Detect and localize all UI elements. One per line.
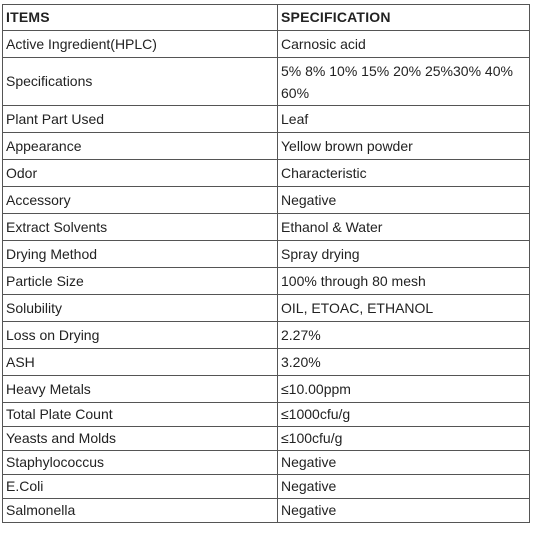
table-row [3,322,530,349]
table-row [3,58,530,106]
table-row [3,475,530,499]
spec-cell: Characteristic [278,160,530,187]
spec-cell: Yellow brown powder [278,133,530,160]
table-row [3,160,530,187]
item-cell: ASH [3,349,278,376]
item-cell: Total Plate Count [3,403,278,427]
table-row [3,106,530,133]
table-row [3,214,530,241]
table-row [3,241,530,268]
spec-cell: Negative [278,499,530,523]
item-cell: Specifications [3,58,278,106]
item-cell: Yeasts and Molds [3,427,278,451]
item-cell: Heavy Metals [3,376,278,403]
header-specification: SPECIFICATION [278,5,530,31]
spec-cell: 3.20% [278,349,530,376]
spec-cell: Negative [278,451,530,475]
table-row [3,133,530,160]
spec-cell: 2.27% [278,322,530,349]
item-cell: Accessory [3,187,278,214]
spec-cell: ≤1000cfu/g [278,403,530,427]
item-cell: Appearance [3,133,278,160]
table-row [3,187,530,214]
spec-cell: Ethanol & Water [278,214,530,241]
table-row [3,403,530,427]
spec-cell: Negative [278,187,530,214]
item-cell: E.Coli [3,475,278,499]
table-row [3,376,530,403]
item-cell: Salmonella [3,499,278,523]
table-row [3,427,530,451]
item-cell: Solubility [3,295,278,322]
table-row [3,295,530,322]
spec-cell: ≤10.00ppm [278,376,530,403]
table-header-row [3,5,530,31]
spec-cell: Negative [278,475,530,499]
item-cell: Loss on Drying [3,322,278,349]
specification-table [2,4,530,523]
header-items: ITEMS [3,5,278,31]
item-cell: Drying Method [3,241,278,268]
spec-cell: 5% 8% 10% 15% 20% 25%30% 40% 60% [278,58,530,106]
table-row [3,268,530,295]
table-row [3,349,530,376]
item-cell: Plant Part Used [3,106,278,133]
item-cell: Particle Size [3,268,278,295]
spec-cell: Carnosic acid [278,31,530,58]
spec-cell: 100% through 80 mesh [278,268,530,295]
spec-cell: Spray drying [278,241,530,268]
spec-cell: Leaf [278,106,530,133]
spec-cell: OIL, ETOAC, ETHANOL [278,295,530,322]
item-cell: Staphylococcus [3,451,278,475]
item-cell: Extract Solvents [3,214,278,241]
table-row [3,31,530,58]
table-row [3,499,530,523]
spec-cell: ≤100cfu/g [278,427,530,451]
table-row [3,451,530,475]
item-cell: Active Ingredient(HPLC) [3,31,278,58]
item-cell: Odor [3,160,278,187]
